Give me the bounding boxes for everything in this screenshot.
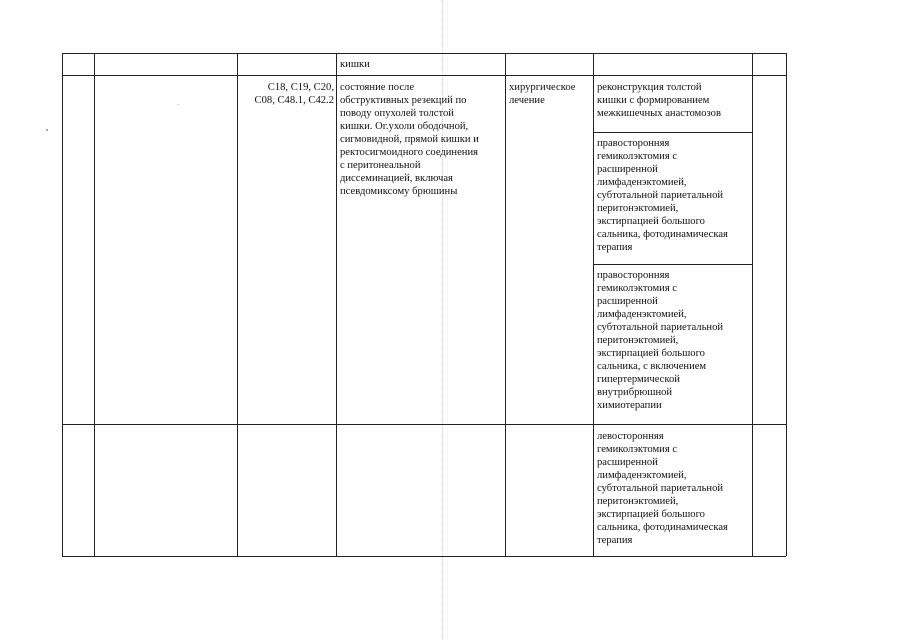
table-rule — [505, 53, 506, 556]
table-rule — [593, 53, 594, 556]
diagnosis-cell: состояние после обструктивных резекций по поводу опухолей толстой кишки. Ог.ухоли ободочной, сигмовидной, прямой кишки и ректосигмоидного соединения с перитонеальной диссеминацией, включая псевдомиксому брюшины — [340, 82, 479, 197]
treatment-method-cell: реконструкция толстой кишки с формированием межкишечных анастомозов — [597, 82, 721, 119]
treatment-method-cell: правосторонняя гемиколэктомия с расширенной лимфаденэктомией, субтотальной париетальной перитонэктомией, экстирпацией большого сальника, фотодинамическая терапия — [597, 138, 728, 253]
table-rule — [336, 53, 337, 556]
table-rule — [237, 53, 238, 556]
table-rule — [62, 53, 786, 54]
table-rule — [62, 424, 786, 425]
icd-codes-cell: C18, C19, C20, C08, C48.1, C42.2 — [254, 82, 334, 106]
diagnosis-continued-cell: кишки — [340, 59, 370, 70]
table-rule — [593, 264, 752, 265]
table-rule — [752, 53, 753, 556]
table-rule — [62, 75, 786, 76]
table-rule — [62, 556, 786, 557]
table-rule — [786, 53, 787, 556]
treatment-method-cell: правосторонняя гемиколэктомия с расширенной лимфаденэктомией, субтотальной париетальной перитонэктомией, экстирпацией большого сальника, с включением гипертермической внутрибрюшной химиотерапии — [597, 270, 724, 411]
treatment-method-cell: левосторонняя гемиколэктомия с расширенной лимфаденэктомией, субтотальной париетальной перитонэктомией, экстирпацией большого сальника, фотодинамическая терапия — [597, 431, 728, 546]
table-rule — [593, 132, 752, 133]
table-rule — [94, 53, 95, 556]
table-rule — [62, 53, 63, 556]
treatment-type-cell: хирургическое лечение — [509, 82, 576, 106]
